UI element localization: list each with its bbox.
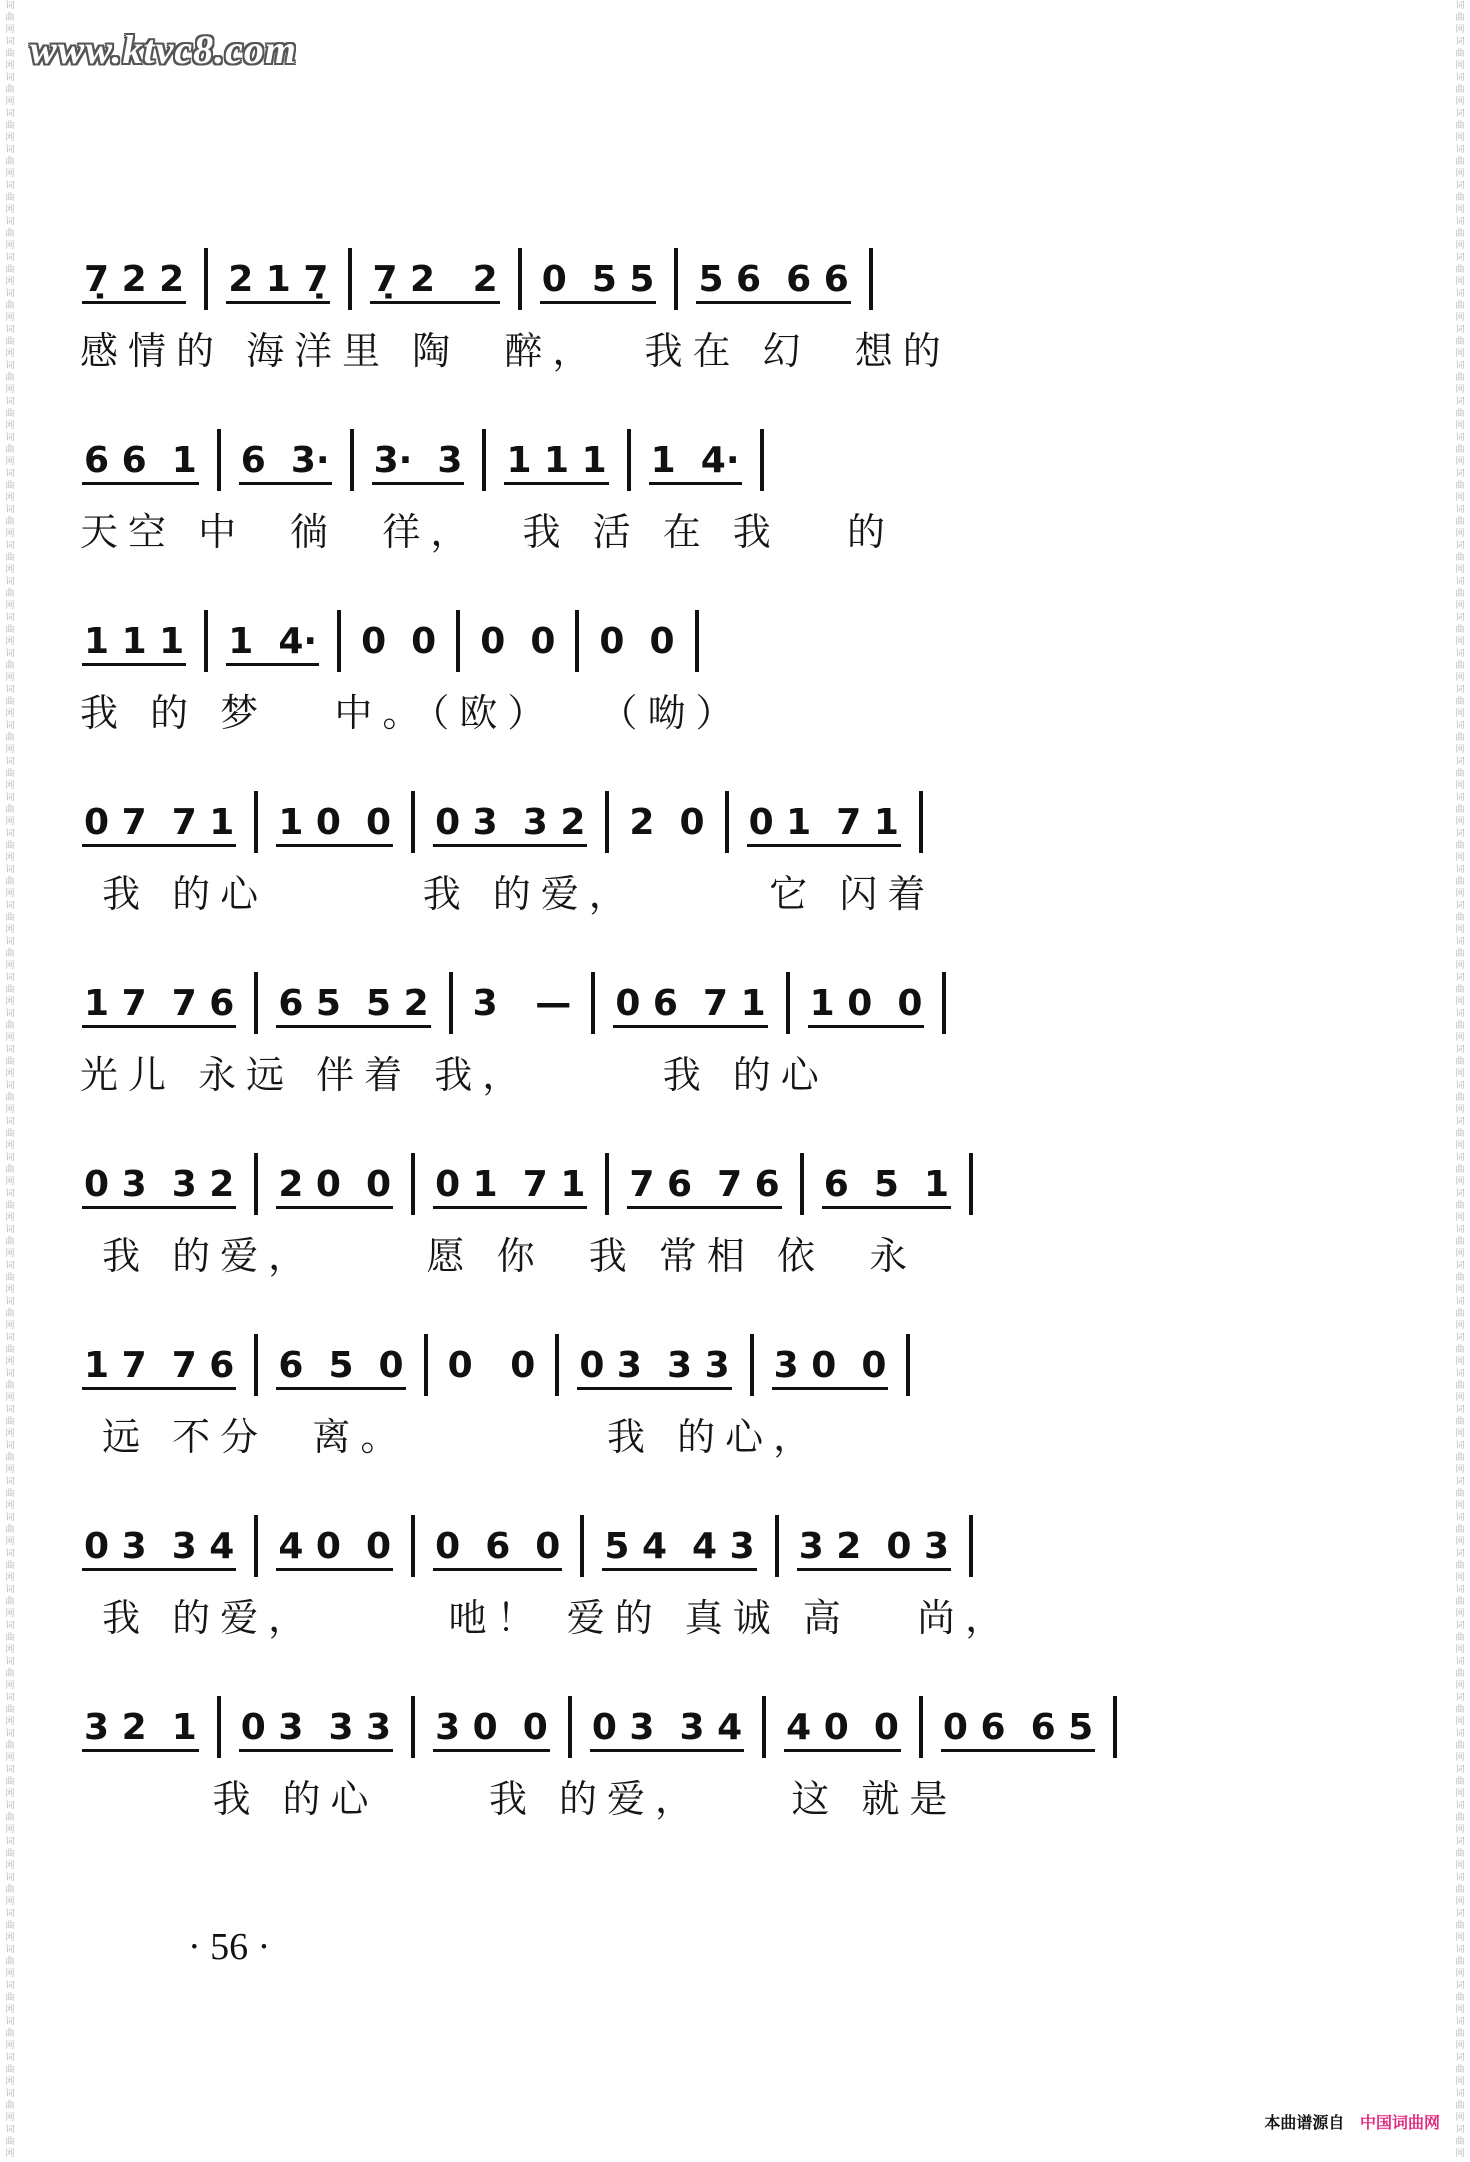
music-score [80,240,1290,1869]
right-edge-text: 词曲网词曲网词曲网词曲网词曲网词曲网词曲网词曲网词曲网词曲网词曲网词曲网词曲网词曲网词曲网词曲网词曲网词曲网词曲网词曲网词曲网词曲网词曲网词曲网词曲网词曲网词曲网词曲网词曲网词曲网词曲网词曲网词曲网词曲网词曲网词曲网词曲网词曲网词曲网词曲网词曲网词曲网词曲网词曲网词曲网词曲网词曲网词曲网词曲网词曲网词曲网词曲网词曲网词曲网词曲网词曲网词曲网词曲网词曲网词曲网 [1455,1,1465,2159]
note-group: 4 0 0 [274,1526,395,1577]
bar-line [800,1153,804,1215]
bar-line [456,610,460,672]
bar-line [919,1696,923,1758]
note-group: 4 0 0 [782,1707,903,1758]
bar-line [411,791,415,853]
note-group: 1 7 7 6 [80,1345,238,1396]
note-group: 6 3· [237,440,334,491]
note-group: 5 4 4 3 [600,1526,758,1577]
site-name[interactable]: 中国词曲网 [1359,2113,1440,2132]
note-group: 1 4· [224,621,321,672]
notation-row [80,602,1290,672]
bar-line [411,1515,415,1577]
bar-line [969,1153,973,1215]
bar-line [348,248,352,310]
bar-line [254,1153,258,1215]
bar-line [254,1334,258,1396]
bar-line [575,610,579,672]
score-system [80,1145,1290,1326]
score-system [80,421,1290,602]
bar-line [568,1696,572,1758]
bar-line [760,429,764,491]
left-edge-watermark [2,0,18,2162]
note-group: 0 1 7 1 [431,1164,589,1215]
note-group: 3 0 0 [770,1345,891,1396]
note-group: 0 0 [447,1345,536,1386]
note-group: 0 6 6 5 [939,1707,1097,1758]
left-edge-text: 词曲网词曲网词曲网词曲网词曲网词曲网词曲网词曲网词曲网词曲网词曲网词曲网词曲网词曲网词曲网词曲网词曲网词曲网词曲网词曲网词曲网词曲网词曲网词曲网词曲网词曲网词曲网词曲网词曲网词曲网词曲网词曲网词曲网词曲网词曲网词曲网词曲网词曲网词曲网词曲网词曲网词曲网词曲网词曲网词曲网词曲网词曲网词曲网词曲网词曲网词曲网词曲网词曲网词曲网词曲网词曲网词曲网词曲网词曲网词曲网 [5,1,15,2159]
lyrics-line: 我 的心 我 的爱， 这 就是 [80,1777,958,1821]
note-group: 2 1 7̣ [224,259,332,310]
note-group: 2 0 0 [274,1164,395,1215]
note-group: 0 0 [599,621,675,662]
lyrics-line: 光儿 永远 伴着 我， 我 的心 [80,1053,829,1097]
note-group: 0 5 5 [538,259,659,310]
bar-line [204,248,208,310]
note-group: 0 3 3 2 [80,1164,238,1215]
score-system [80,1326,1290,1507]
notation-row [80,1145,1290,1215]
score-system [80,964,1290,1145]
bar-line [919,791,923,853]
bar-line [674,248,678,310]
note-group: 1 7 7 6 [80,983,238,1034]
page-number: · 56 · [188,1926,271,1968]
bar-line [411,1153,415,1215]
notation-row [80,964,1290,1034]
bar-line [775,1515,779,1577]
score-system [80,783,1290,964]
score-system [80,1507,1290,1688]
note-group: 0 0 [480,621,556,662]
lyrics-line: 感情的 海洋里 陶 醉， 我在 幻 想的 [80,329,951,373]
note-group: 1 1 1 [502,440,610,491]
bar-line [217,429,221,491]
score-system [80,602,1290,783]
lyrics-line: 远 不分 离。 我 的心， [80,1415,822,1459]
lyrics-line: 我 的爱， 吔！ 爱的 真诚 高 尚， [80,1596,1014,1640]
note-group: 0 3 3 2 [431,802,589,853]
lyrics-line: 天空 中 徜 徉， 我 活 在 我 的 [80,510,896,554]
note-group: 3· 3 [370,440,467,491]
bar-line [1113,1696,1117,1758]
bar-line [695,610,699,672]
bar-line [762,1696,766,1758]
bar-line [580,1515,584,1577]
right-edge-watermark [1452,0,1468,2162]
notation-row [80,1326,1290,1396]
note-group: 0 3 3 4 [80,1526,238,1577]
note-group: 6 5 0 [274,1345,407,1396]
bar-line [786,972,790,1034]
note-group: 3 2 0 3 [795,1526,953,1577]
note-group: 0 7 7 1 [80,802,238,853]
bar-line [555,1334,559,1396]
bar-line [750,1334,754,1396]
source-label: 本曲谱源自 [1264,2113,1345,2132]
bar-line [350,429,354,491]
bar-line [254,791,258,853]
note-group: 1 1 1 [80,621,188,672]
notation-row [80,783,1290,853]
note-group: 0 0 [361,621,437,662]
note-group: 0 3 3 4 [588,1707,746,1758]
lyrics-line: 我 的心 我 的爱， 它 闪着 [80,872,936,916]
note-group: 1 0 0 [806,983,927,1034]
bar-line [254,972,258,1034]
note-group: 0 3 3 3 [237,1707,395,1758]
note-group: 0 3 3 3 [575,1345,733,1396]
note-group: 7̣ 2 2 [80,259,188,310]
bar-line [424,1334,428,1396]
bar-line [627,429,631,491]
notation-row [80,240,1290,310]
bar-line [869,248,873,310]
notation-row [80,1688,1290,1758]
note-group: 0 6 7 1 [611,983,769,1034]
bar-line [969,1515,973,1577]
note-group: 2 0 [629,802,705,843]
site-watermark: www.ktvc8.com [30,27,298,72]
bar-line [482,429,486,491]
bar-line [942,972,946,1034]
score-system [80,240,1290,421]
lyrics-line: 我 的 梦 中。（欧） （呦） [80,691,744,735]
bar-line [591,972,595,1034]
notation-row [80,1507,1290,1577]
lyrics-line: 我 的爱， 愿 你 我 常相 依 永 [80,1234,918,1278]
bar-line [605,1153,609,1215]
bar-line [449,972,453,1034]
note-group: 6 5 1 [820,1164,953,1215]
note-group: 6 5 5 2 [274,983,432,1034]
bar-line [605,791,609,853]
note-group: 0 1 7 1 [745,802,903,853]
bar-line [411,1696,415,1758]
note-group: 0 6 0 [431,1526,564,1577]
note-group: 6 6 1 [80,440,201,491]
bar-line [204,610,208,672]
note-group: 7 6 7 6 [625,1164,783,1215]
note-group: 3 — [472,983,572,1024]
bar-line [725,791,729,853]
score-system [80,1688,1290,1869]
notation-row [80,421,1290,491]
bar-line [254,1515,258,1577]
note-group: 7̣ 2 2 [368,259,501,310]
bar-line [518,248,522,310]
note-group: 3 2 1 [80,1707,201,1758]
bar-line [217,1696,221,1758]
bar-line [337,610,341,672]
note-group: 1 0 0 [274,802,395,853]
note-group: 3 0 0 [431,1707,552,1758]
bar-line [906,1334,910,1396]
note-group: 1 4· [647,440,744,491]
note-group: 5 6 6 6 [694,259,852,310]
source-credit [1264,2110,1440,2133]
